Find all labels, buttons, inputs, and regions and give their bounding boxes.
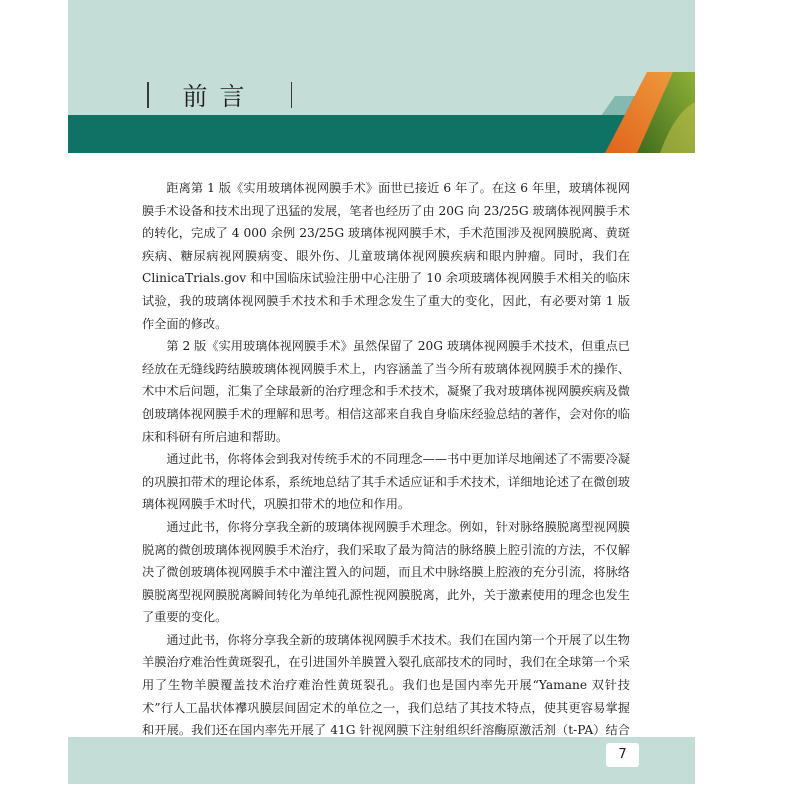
paragraph: 距离第 1 版《实用玻璃体视网膜手术》面世已接近 6 年了。在这 6 年里，玻璃体视网膜手术设备和技术出现了迅猛的发展，笔者也经历了由 20G 向 23/25G 玻璃体视网膜手术的转化，完成了 4 000 余例 23/25G 玻璃体视网膜手术，手术范围涉及视网膜脱离、黄斑疾病、糖尿病视网膜病变、眼外伤、儿童玻璃体视网膜疾病和眼内肿瘤。同时，我们在 ClinicaTrials.gov 和中国临床试验注册中心注册了 10 余项玻璃体视网膜手术相关的临床试验，我的玻璃体视网膜手术技术和手术理念发生了重大的变化，因此，有必要对第 1 版作全面的修改。: [142, 181, 630, 331]
paragraph: 通过此书，你将分享我全新的玻璃体视网膜手术理念。例如，针对脉络膜脱离型视网膜脱离的微创玻璃体视网膜手术治疗，我们采取了最为简洁的脉络膜上腔引流的方法，不仅解决了微创玻璃体视网膜手术中灌注置入的问题，而且术中脉络膜上腔液的充分引流，将脉络膜脱离型视网膜脱离瞬间转化为单纯孔源性视网膜脱离，此外，关于激素使用的理念也发生了重要的变化。: [142, 519, 630, 625]
paragraph: 通过此书，你将体会到我对传统手术的不同理念——书中更加详尽地阐述了不需要冷凝的巩膜扣带术的理论体系，系统地总结了其手术适应证和手术技术，详细地论述了在微创玻璃体视网膜手术时代，巩膜扣带术的地位和作用。: [142, 452, 630, 512]
title-right-bar: [291, 82, 293, 108]
title-left-bar: [147, 82, 149, 108]
page-number: 7: [606, 743, 639, 767]
header-decoration-image: [575, 72, 695, 153]
page-title: 前言: [182, 82, 257, 111]
book-page: [68, 0, 695, 784]
preface-body: [142, 177, 630, 764]
footer-band: [68, 737, 695, 784]
paragraph: 通过此书，你将分享我全新的玻璃体视网膜手术技术。我们在国内第一个开展了以生物羊膜治疗难治性黄斑裂孔，在引进国外羊膜置入裂孔底部技术的同时，我们在全球第一个采用了生物羊膜覆盖技术治疗难治性黄斑裂孔。我们也是国内率先开展“Yamane 双针技术”行人工晶状体襻巩膜层间固定术的单位之一，我们总结了其技术特点，使其更容易掌握和开展。我们还在国内率先开展了 41G 针视网膜下注射组织纤溶酶原激活剂（t-PA）结合: [142, 632, 630, 738]
paragraph: 第 2 版《实用玻璃体视网膜手术》虽然保留了 20G 玻璃体视网膜手术技术，但重点已经放在无缝线跨结膜玻璃体视网膜手术上，内容涵盖了当今所有玻璃体视网膜手术的操作、术中术后问题，汇集了全球最新的治疗理念和手术技术，凝聚了我对玻璃体视网膜疾病及微创玻璃体视网膜手术的理解和思考。相信这部来自我自身临床经验总结的著作，会对你的临床和科研有所启迪和帮助。: [142, 339, 630, 444]
chapter-title: [147, 80, 292, 110]
